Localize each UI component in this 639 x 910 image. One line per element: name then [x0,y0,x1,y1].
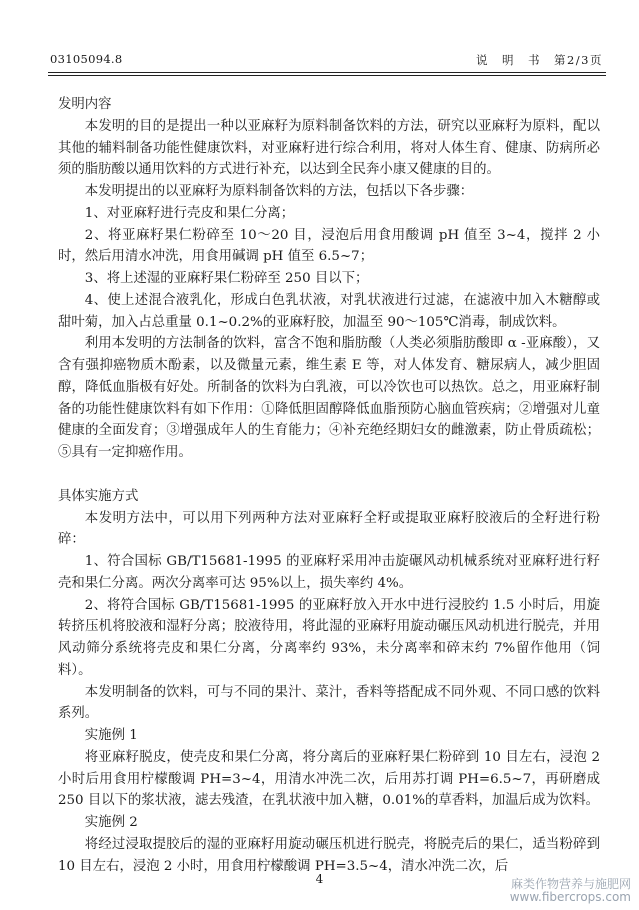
example-2-title: 实施例 2 [84,815,138,830]
section-gap [58,464,600,486]
step-1: 1、对亚麻籽进行壳皮和果仁分离； [84,205,295,221]
step-2: 2、将亚麻籽果仁粉碎至 10～20 目，浸泡后用食用酸调 pH 值至 3~4，搅拌 2 小时，然后用清水冲洗，用食用碱调 pH 值至 6.5~7； [58,227,600,265]
watermark-site-name: 麻类作物营养与施肥网 [510,877,631,891]
paragraph-methods-intro: 本发明方法中，可以用下列两种方法对亚麻籽全籽或提取亚麻籽胶液后的全籽进行粉碎： [58,510,600,548]
example-1-text: 将亚麻籽脱皮，使壳皮和果仁分离，将分离后的亚麻籽果仁粉碎到 10 目左右，浸泡 2 小时后用食用柠檬酸调 PH=3~4，用清水冲洗二次，后用苏打调 PH=6.5~7，再研磨成 250 目以下的浆状液，滤去残渣，在乳状液中加入糖，0.01%的草香料，加温后成为饮料。 [58,749,600,809]
section-title-summary: 发明内容 [58,97,112,112]
header-rule-top [48,72,606,73]
paragraph-method-intro: 本发明提出的以亚麻籽为原料制备饮料的方法，包括以下各步骤： [84,184,474,199]
document-body [58,94,600,877]
paragraph-benefits: 利用本发明的方法制备的饮料，富含不饱和脂肪酸（人类必须脂肪酸即 α -亚麻酸），又含有强抑癌物质木酚素，以及微量元素，维生素 E 等，对人体发育、糖尿病人，减少胆固醇，降低血脂极有好处。所制备的饮料为白乳液，可以冷饮也可以热饮。总之，用亚麻籽制备的功能性健康饮料有如下作用：①降低胆固醇降低血脂预防心脑血管疾病；②增强对儿童健康的全面发育；③增强成年人的生育能力；④补充绝经期妇女的雌激素，防止骨质疏松；⑤具有一定抑癌作用。 [58,336,600,460]
header-rule-bottom [48,75,606,76]
step-3: 3、将上述湿的亚麻籽果仁粉碎至 250 目以下； [84,271,369,286]
example-2-text: 将经过浸取提胶后的湿的亚麻籽用旋动碾压机进行脱壳，将脱壳后的果仁，适当粉碎到 10 目左右，浸泡 2 小时，用食用柠檬酸调 PH=3.5~4，清水冲洗二次，后 [58,836,600,874]
step-4: 4、使上述混合液乳化，形成白色乳状液，对乳状液进行过滤，在滤液中加入木糖醇或甜叶菊，加入占总重量 0.1~0.2%的亚麻籽胶，加温至 90～105℃消毒，制成饮料。 [58,292,600,330]
doc-number: 03105094.8 [50,52,123,66]
method-2: 2、将符合国标 GB/T15681-1995 的亚麻籽放入开水中进行浸胶约 1.5 小时后，用旋转挤压机将胶液和湿籽分离；胶液待用，将此湿的亚麻籽用旋动碾压风动机进行脱壳，并用风动筛分系统将壳皮和果仁分离，分离率约 93%，未分离率和碎末约 7%留作他用（饲料）。 [58,597,600,678]
section-title-embodiment: 具体实施方式 [58,488,139,504]
paragraph-variants: 本发明制备的饮料，可与不同的果汁、菜汁，香料等搭配成不同外观、不同口感的饮料系列。 [58,684,600,722]
example-1-title: 实施例 1 [84,728,138,743]
watermark [510,878,631,904]
page-label: 说 明 书 第2/3页 [475,53,603,67]
method-1: 1、符合国标 GB/T15681-1995 的亚麻籽采用冲击旋碾风动机械系统对亚麻籽进行籽壳和果仁分离。两次分离率可达 95%以上，损失率约 4%。 [58,554,600,591]
watermark-url: www.fibercrops.com [509,890,631,904]
paragraph-purpose: 本发明的目的是提出一种以亚麻籽为原料制备饮料的方法，研究以亚麻籽为原料，配以其他的辅料制备功能性健康饮料，对亚麻籽进行综合利用，将对人体生育、健康、防病所必须的脂肪酸以通用饮料的方式进行补充，以达到全民奔小康又健康的目的。 [58,118,600,178]
page-number: 4 [315,872,324,886]
